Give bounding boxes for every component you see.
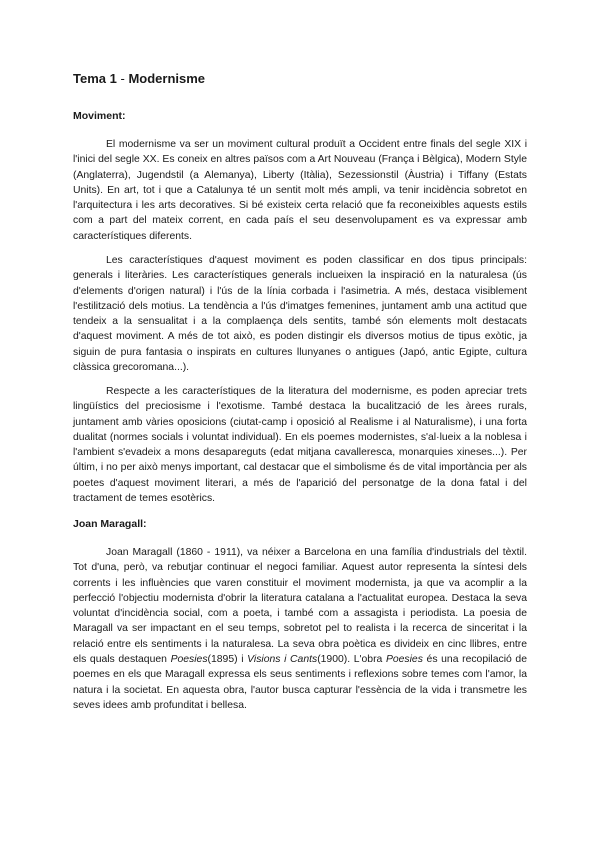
section-heading-joan-maragall: Joan Maragall: xyxy=(73,518,147,530)
title-subtitle: Modernisme xyxy=(128,71,206,86)
paragraph-joan-maragall xyxy=(73,545,527,713)
maragall-text-before: Joan Maragall (1860 - 1911), va néixer a Barcelona en una família d'industrials del tèxtil. Tot d'una, però, va rebutjar continuar el negoci familiar. Aquest autor representa la síntesi dels corrents i les influències que varen constituir el moviment modernista, ja que va acomplir a la perfecció l'objectiu modernista d'obrir la literatura catalana a l'actualitat europea. Destaca la seva voluntat d'incidència social, com a poeta, i també com a assagista i periodista. La poesia de Maragall va ser impactant en el seu temps, sobretot pel to realista i la recerca de sinceritat i la relació entre els sentiments i la naturalesa. La seva obra poètica es divideix en cinc llibres, entre els quals destaquen xyxy=(73,547,527,666)
section-heading-moviment: Moviment: xyxy=(73,110,126,122)
title-main: Tema 1 xyxy=(73,71,117,86)
paragraph-moviment-literature: Respecte a les característiques de la literatura del modernisme, es poden apreciar trets lingüístics del preciosisme i l'exotisme. També destaca la bucalització de les àrees rurals, juntament amb vàries oposicions (ciutat-camp i oposició al Realisme i al Naturalisme), i una forta dualitat (normes socials i voluntat individual). En els poemes modernistes, s'al·lueix a la noblesa i l'ambient s'evadeix a mons desapareguts (edat mitjana cavalleresca, monarquies xineses...). Per últim, i no per això menys important, cal destacar que el simbolisme és de vital importància per als poetes d'aquest moviment literari, a més de l'aparició del personatge de la dona fatal i del tractament de temes esotèrics. xyxy=(73,386,527,505)
paragraph-moviment-intro: El modernisme va ser un moviment cultural produït a Occident entre finals del segle XIX i l'inici del segle XX. Es coneix en altres països com a Art Nouveau (França i Bèlgica), Modern Style (Anglaterra), Jugendstil (a Alemanya), Liberty (Itàlia), Sezessionstil (Àustria) i Tiffany (Estats Units). En art, tot i que a Catalunya té un sentit molt més ampli, va tenir incidència sobretot en l'arquitectura i les arts decoratives. Si bé existeix certa relació que fa reconeixibles aquests estils com a part del mateix corrent, en cada país el seu desenvolupament es va expressar amb característiques diferents. xyxy=(73,139,527,242)
work-title-poesies-2: Poesies xyxy=(385,654,423,666)
maragall-text-after: és una recopilació de poemes en els que Maragall expressa els seus sentiments i reflexions sobre temes com l'amor, la natura i la societat. En aquesta obra, l'autor busca capturar l'essència de la vida i transmetre les seves idees amb profunditat i bellesa. xyxy=(73,654,527,711)
title-separator: - xyxy=(120,71,125,86)
page-title xyxy=(73,71,205,86)
work-title-poesies: Poesies xyxy=(170,654,208,666)
paragraph-moviment-characteristics: Les característiques d'aquest moviment es poden classificar en dos tipus principals: generals i literàries. Les característiques generals inclueixen la inspiració en la naturalesa (ús d'elements d'origen natural) i l'ús de la línia corbada i l'asimetria. A més, destaca visiblement l'estilització dels motius. La tendència a l'ús d'imatges femenines, juntament amb una actitud que tendeix a la sensualitat i a la complaença dels sentits, també són elements molt destacats d'aquest moviment. A més de tot això, es poden distingir els diversos motius de tipus exòtic, ja siguin de pura fantasia o inspirats en cultures llunyanes o antigues (Japó, antic Egipte, cultura clàssica grecoromana...). xyxy=(73,255,527,374)
maragall-text-mid1: (1895) i xyxy=(207,654,248,666)
work-title-visions-i-cants: Visions i Cants xyxy=(247,654,318,666)
maragall-text-mid2: (1900). L'obra xyxy=(317,654,386,666)
